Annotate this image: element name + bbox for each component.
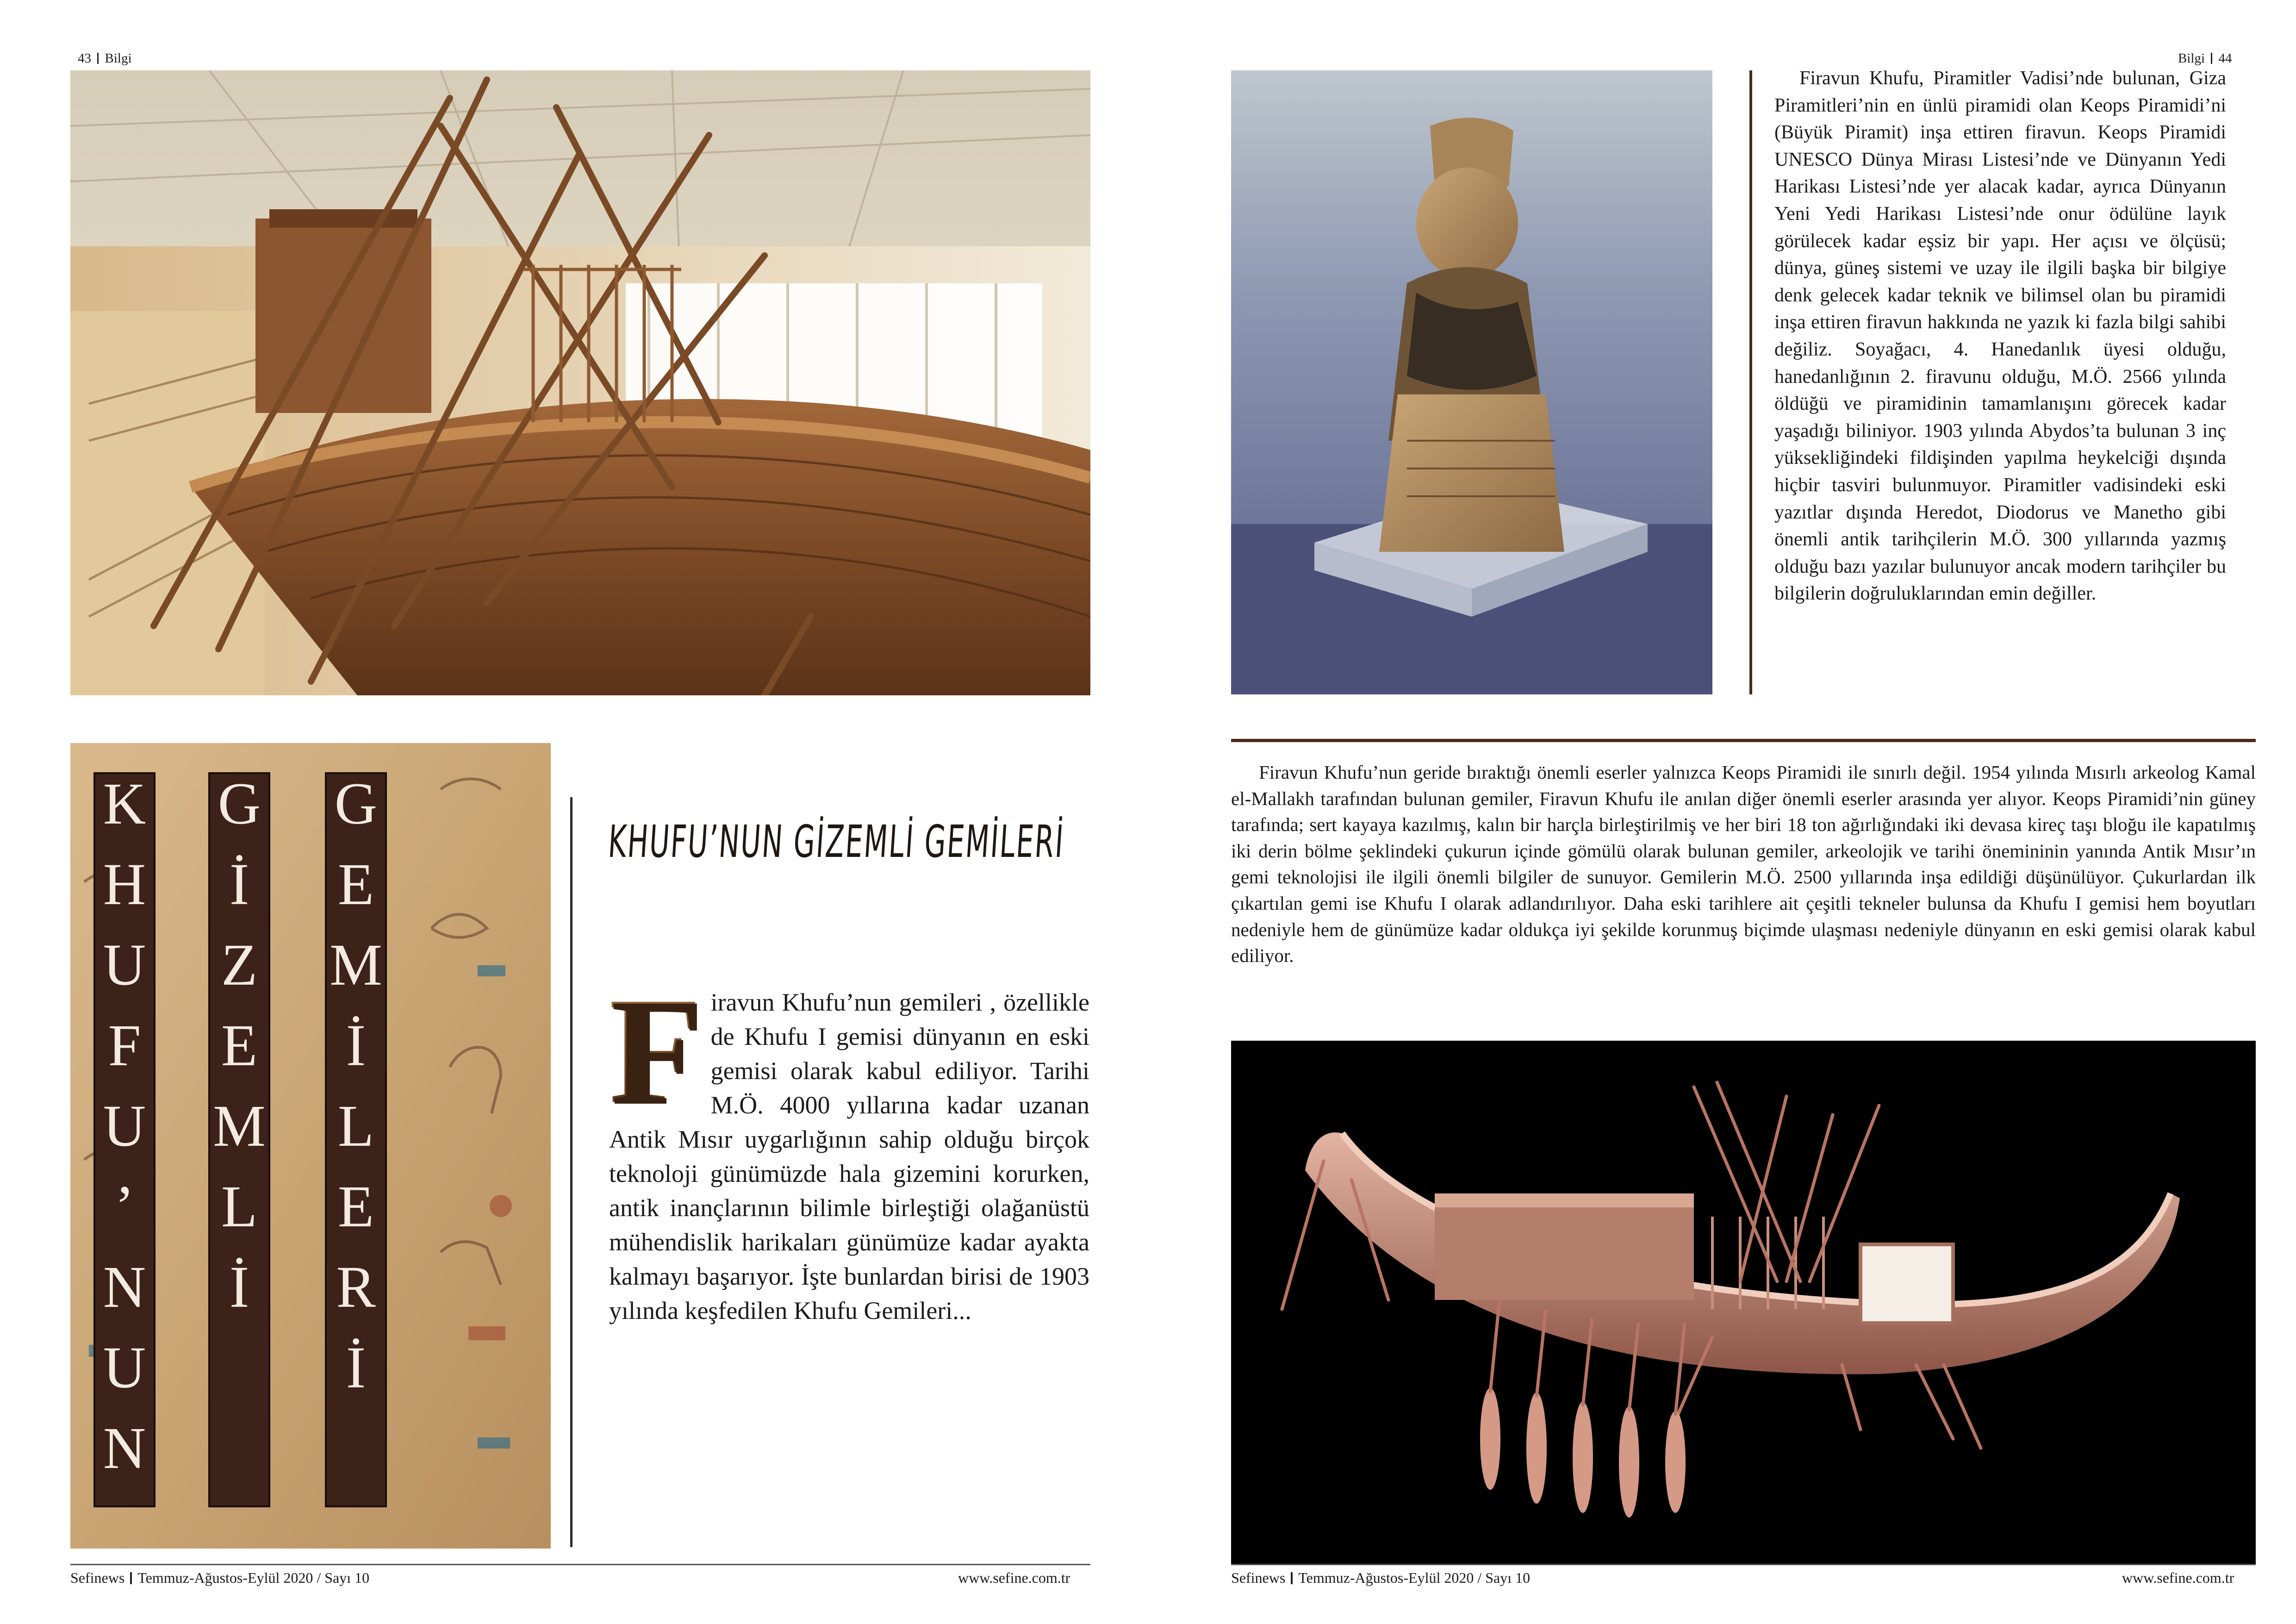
title-letter: Z xyxy=(221,932,258,998)
title-letter: N xyxy=(103,1254,146,1320)
title-letter: M xyxy=(330,932,382,998)
title-letter: F xyxy=(108,1012,141,1078)
title-letter: K xyxy=(103,771,146,837)
title-letter: İ xyxy=(229,851,249,917)
khufu-ship-render xyxy=(1231,1041,2256,1564)
ships-discovery-text xyxy=(1231,759,2256,969)
right-footer-publication xyxy=(1231,1569,1530,1587)
column-accent-rule xyxy=(1749,70,1752,694)
title-bar-gizemli xyxy=(208,772,270,1507)
section-divider xyxy=(1231,739,2256,742)
drop-cap: F xyxy=(609,966,703,1135)
left-footer-rule xyxy=(70,1564,1090,1565)
title-bar-khufunun xyxy=(93,772,156,1507)
title-letter: U xyxy=(103,1093,146,1159)
article-heading: KHUFU’NUN GİZEMLİ GEMİLERİ xyxy=(606,816,1066,868)
publication-name: Sefinews xyxy=(1231,1569,1286,1586)
title-letter: E xyxy=(337,1174,374,1239)
left-page-number: 43 Bilgi xyxy=(78,51,132,66)
intro-text: iravun Khufu’nun gemileri , özellikle de Khufu I gemisi dünyanın en eski gemisi olarak kabul ediliyor. Tarihi M.Ö. 4000 yıllarına kadar uzanan Antik Mısır uygarlığının sahip olduğu birçok teknoloji günümüzde hala gizemini korurken, antik inançlarının bilimle birleştiği olağanüstü mühendislik harikaları günümüze kadar ayakta kalmayı başarıyor. İşte bunlardan birisi de 1903 yılında keşfedilen Khufu Gemileri... xyxy=(609,988,1089,1324)
left-footer-url[interactable]: www.sefine.com.tr xyxy=(958,1569,1070,1586)
title-letter: İ xyxy=(229,1254,249,1320)
title-letter: L xyxy=(221,1174,258,1239)
left-footer-publication xyxy=(70,1569,369,1587)
intro-paragraph xyxy=(609,966,1089,1328)
title-letter: G xyxy=(218,771,261,837)
issue-info: Temmuz-Ağustos-Eylül 2020 / Sayı 10 xyxy=(137,1569,370,1586)
title-letter: N xyxy=(103,1415,146,1481)
title-bar-gemileri xyxy=(325,772,387,1507)
title-letter: U xyxy=(103,932,146,998)
title-letter: ’ xyxy=(114,1174,135,1239)
title-letter: H xyxy=(103,851,146,917)
title-letter: L xyxy=(337,1093,374,1159)
title-letter: G xyxy=(334,771,378,837)
ships-discovery-paragraph: Firavun Khufu’nun geride bıraktığı önemli eserler yalnızca Keops Piramidi ile sınırlı değil. 1954 yılında Mısırlı arkeolog Kamal el-Mallakh tarafından bulunan gemiler, Firavun Khufu ile anılan diğer önemli eserler arasında yer alıyor. Keops Piramidi’nin güney tarafında; sert kayaya kazılmış, kalın bir harçla birleştirilmiş ve her biri 18 ton ağırlığındaki iki devasa kireç taşı bloğu ile kapatılmış iki derin bölme şeklindeki çukurun içinde gömülü olarak bulunan gemiler, arkeolojik ve tarihi önemininin yanında Antik Mısır’ın gemi teknolojisi ile ilgili önemli bilgiler de sunuyor. Gemilerin M.Ö. 2500 yıllarında inşa edildiği düşünülüyor. Çukurlardan ilk çıkartılan gemi ise Khufu I olarak adlandırılıyor. Daha eski tarihlere ait çeşitli tekneler bulunsa da Khufu I gemisi hem boyutları nedeniyle hem de günümüze kadar oldukça iyi şekilde korunmuş biçimde ulaşması nedeniyle dünyanın en eski gemisi olarak kabul ediliyor. xyxy=(1231,762,2256,967)
ship-render-illustration xyxy=(1231,1041,2256,1564)
right-footer-rule xyxy=(1231,1564,2256,1565)
title-letter: U xyxy=(103,1335,146,1400)
right-page-number: Bilgi 44 xyxy=(2178,51,2232,66)
khufu-bio-column xyxy=(1774,65,2226,607)
title-letter: M xyxy=(213,1093,266,1159)
khufu-statuette-photo xyxy=(1231,70,1712,694)
ship-museum-illustration xyxy=(70,70,1090,695)
right-footer-url[interactable]: www.sefine.com.tr xyxy=(2122,1569,2234,1586)
title-letter: İ xyxy=(346,1335,366,1400)
title-letter: İ xyxy=(346,1012,366,1078)
title-letter: R xyxy=(336,1254,376,1320)
khufu-bio-paragraph: Firavun Khufu, Piramitler Vadisi’nde bulunan, Giza Piramitleri’nin en ünlü piramidi olan Keops Piramidi’ni (Büyük Piramit) inşa ettiren firavun. Keops Piramidi UNESCO Dünya Mirası Listesi’nde ve Dünyanın Yedi Harikası Listesi’nde yer alacak kadar, ayrıca Dünyanın Yeni Yedi Harikası Listesi’nde onur ödülüne layık görülecek kadar eşsiz bir yapı. Her açısı ve ölçüsü; dünya, güneş sistemi ve uzay ile ilgili başka bir bilgiye denk gelecek kadar teknik ve bilimsel olan bu piramidi inşa ettiren firavun hakkında ne yazık ki fazla bilgi sahibi değiliz. Soyağacı, 4. Hanedanlık üyesi olduğu, hanedanlığının 2. firavunu olduğu, M.Ö. 2566 yılında öldüğü ve piramidinin tamamlanışını görecek kadar yaşadığı biliniyor. 1903 yılında Abydos’ta bulunan 3 inç yüksekliğindeki fildişinden yapılma heykelciği dışında hiçbir tasviri bulunmuyor. Piramitler vadisindeki eski yazıtlar dışında Heredot, Diodorus ve Manetho gibi önemli antik tarihçilerin M.Ö. 300 yıllarında yazmış olduğu bazı yazılar bulunuyor ancak modern tarihçiler bu bilgilerin doğruluklarından emin değiller. xyxy=(1774,68,2226,605)
statuette-illustration xyxy=(1231,70,1712,694)
title-letter: E xyxy=(337,851,374,917)
issue-info: Temmuz-Ağustos-Eylül 2020 / Sayı 10 xyxy=(1298,1569,1531,1586)
column-divider xyxy=(570,797,572,1547)
publication-name: Sefinews xyxy=(70,1569,125,1586)
title-letter: E xyxy=(221,1012,258,1078)
khufu-ship-museum-photo xyxy=(70,70,1090,695)
